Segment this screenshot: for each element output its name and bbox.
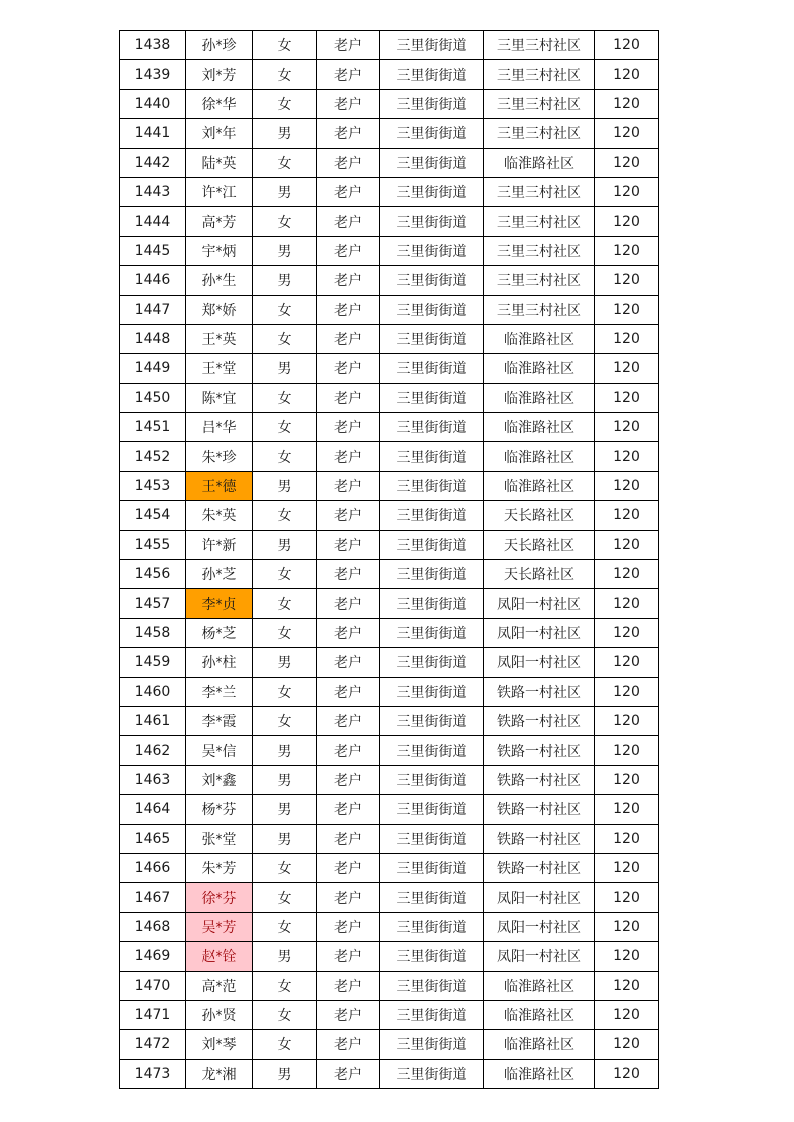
table-row	[120, 207, 659, 236]
cell-id: 1463	[120, 765, 186, 794]
cell-street: 三里街街道	[380, 31, 484, 60]
cell-gender: 女	[253, 560, 317, 589]
cell-type: 老户	[317, 295, 380, 324]
cell-id: 1453	[120, 471, 186, 500]
cell-name: 徐*华	[186, 89, 253, 118]
table-row	[120, 413, 659, 442]
cell-street: 三里街街道	[380, 971, 484, 1000]
roster-table	[119, 30, 659, 1089]
cell-type: 老户	[317, 119, 380, 148]
cell-amount: 120	[595, 236, 659, 265]
cell-street: 三里街街道	[380, 471, 484, 500]
cell-amount: 120	[595, 736, 659, 765]
cell-community: 凤阳一村社区	[484, 883, 595, 912]
table-row	[120, 383, 659, 412]
cell-gender: 男	[253, 765, 317, 794]
cell-street: 三里街街道	[380, 912, 484, 941]
cell-gender: 女	[253, 413, 317, 442]
cell-name: 李*贞	[186, 589, 253, 618]
cell-type: 老户	[317, 912, 380, 941]
cell-id: 1449	[120, 354, 186, 383]
cell-id: 1452	[120, 442, 186, 471]
cell-community: 临淮路社区	[484, 1030, 595, 1059]
cell-community: 凤阳一村社区	[484, 618, 595, 647]
cell-name: 许*江	[186, 177, 253, 206]
cell-gender: 男	[253, 266, 317, 295]
cell-amount: 120	[595, 1030, 659, 1059]
cell-community: 铁路一村社区	[484, 795, 595, 824]
cell-community: 凤阳一村社区	[484, 589, 595, 618]
cell-gender: 女	[253, 971, 317, 1000]
cell-street: 三里街街道	[380, 736, 484, 765]
cell-gender: 女	[253, 1000, 317, 1029]
cell-community: 临淮路社区	[484, 971, 595, 1000]
cell-name: 朱*英	[186, 501, 253, 530]
cell-amount: 120	[595, 89, 659, 118]
cell-name: 孙*珍	[186, 31, 253, 60]
cell-name: 陆*英	[186, 148, 253, 177]
cell-community: 铁路一村社区	[484, 706, 595, 735]
cell-id: 1459	[120, 648, 186, 677]
cell-gender: 男	[253, 236, 317, 265]
cell-amount: 120	[595, 824, 659, 853]
cell-gender: 男	[253, 354, 317, 383]
cell-community: 天长路社区	[484, 560, 595, 589]
cell-amount: 120	[595, 618, 659, 647]
cell-street: 三里街街道	[380, 119, 484, 148]
cell-street: 三里街街道	[380, 266, 484, 295]
cell-name: 高*芳	[186, 207, 253, 236]
cell-street: 三里街街道	[380, 765, 484, 794]
cell-id: 1464	[120, 795, 186, 824]
cell-street: 三里街街道	[380, 354, 484, 383]
table-row	[120, 677, 659, 706]
cell-street: 三里街街道	[380, 530, 484, 559]
cell-id: 1447	[120, 295, 186, 324]
cell-street: 三里街街道	[380, 442, 484, 471]
cell-amount: 120	[595, 324, 659, 353]
cell-name: 李*兰	[186, 677, 253, 706]
cell-community: 三里三村社区	[484, 207, 595, 236]
cell-amount: 120	[595, 648, 659, 677]
cell-amount: 120	[595, 471, 659, 500]
cell-street: 三里街街道	[380, 795, 484, 824]
cell-id: 1457	[120, 589, 186, 618]
cell-community: 临淮路社区	[484, 148, 595, 177]
cell-amount: 120	[595, 530, 659, 559]
cell-id: 1445	[120, 236, 186, 265]
cell-street: 三里街街道	[380, 413, 484, 442]
table-row	[120, 119, 659, 148]
cell-street: 三里街街道	[380, 824, 484, 853]
cell-community: 铁路一村社区	[484, 824, 595, 853]
cell-name: 孙*柱	[186, 648, 253, 677]
cell-gender: 女	[253, 618, 317, 647]
cell-id: 1460	[120, 677, 186, 706]
cell-id: 1471	[120, 1000, 186, 1029]
cell-amount: 120	[595, 912, 659, 941]
cell-street: 三里街街道	[380, 706, 484, 735]
cell-community: 临淮路社区	[484, 471, 595, 500]
cell-gender: 男	[253, 119, 317, 148]
table-row	[120, 795, 659, 824]
cell-community: 三里三村社区	[484, 31, 595, 60]
cell-amount: 120	[595, 677, 659, 706]
cell-id: 1454	[120, 501, 186, 530]
table-row	[120, 912, 659, 941]
table-row	[120, 471, 659, 500]
cell-amount: 120	[595, 942, 659, 971]
cell-type: 老户	[317, 354, 380, 383]
cell-gender: 女	[253, 31, 317, 60]
cell-name: 王*德	[186, 471, 253, 500]
cell-gender: 女	[253, 706, 317, 735]
table-row	[120, 295, 659, 324]
cell-gender: 女	[253, 883, 317, 912]
cell-type: 老户	[317, 60, 380, 89]
cell-street: 三里街街道	[380, 942, 484, 971]
cell-id: 1462	[120, 736, 186, 765]
cell-type: 老户	[317, 883, 380, 912]
cell-street: 三里街街道	[380, 89, 484, 118]
cell-id: 1448	[120, 324, 186, 353]
cell-community: 临淮路社区	[484, 324, 595, 353]
cell-street: 三里街街道	[380, 618, 484, 647]
cell-name: 张*堂	[186, 824, 253, 853]
cell-type: 老户	[317, 383, 380, 412]
cell-gender: 女	[253, 324, 317, 353]
cell-name: 吕*华	[186, 413, 253, 442]
cell-amount: 120	[595, 589, 659, 618]
cell-gender: 女	[253, 1030, 317, 1059]
cell-amount: 120	[595, 560, 659, 589]
cell-id: 1458	[120, 618, 186, 647]
cell-name: 许*新	[186, 530, 253, 559]
cell-street: 三里街街道	[380, 148, 484, 177]
cell-amount: 120	[595, 853, 659, 882]
table-row	[120, 89, 659, 118]
cell-name: 陈*宜	[186, 383, 253, 412]
cell-street: 三里街街道	[380, 560, 484, 589]
cell-name: 孙*生	[186, 266, 253, 295]
cell-gender: 女	[253, 207, 317, 236]
cell-id: 1451	[120, 413, 186, 442]
cell-type: 老户	[317, 648, 380, 677]
cell-gender: 男	[253, 1059, 317, 1088]
cell-type: 老户	[317, 530, 380, 559]
cell-name: 龙*湘	[186, 1059, 253, 1088]
table-row	[120, 60, 659, 89]
table-row	[120, 1059, 659, 1088]
cell-amount: 120	[595, 765, 659, 794]
cell-type: 老户	[317, 853, 380, 882]
cell-id: 1438	[120, 31, 186, 60]
cell-gender: 男	[253, 942, 317, 971]
cell-street: 三里街街道	[380, 648, 484, 677]
cell-amount: 120	[595, 706, 659, 735]
cell-type: 老户	[317, 1000, 380, 1029]
cell-id: 1444	[120, 207, 186, 236]
cell-community: 天长路社区	[484, 501, 595, 530]
table-row	[120, 706, 659, 735]
cell-type: 老户	[317, 177, 380, 206]
cell-name: 朱*芳	[186, 853, 253, 882]
cell-gender: 女	[253, 148, 317, 177]
cell-type: 老户	[317, 442, 380, 471]
cell-id: 1473	[120, 1059, 186, 1088]
cell-street: 三里街街道	[380, 236, 484, 265]
cell-street: 三里街街道	[380, 1030, 484, 1059]
table-row	[120, 560, 659, 589]
table-row	[120, 589, 659, 618]
cell-gender: 女	[253, 442, 317, 471]
cell-name: 孙*贤	[186, 1000, 253, 1029]
cell-gender: 男	[253, 471, 317, 500]
cell-gender: 女	[253, 589, 317, 618]
cell-id: 1455	[120, 530, 186, 559]
roster-body	[120, 31, 659, 1089]
cell-type: 老户	[317, 148, 380, 177]
cell-name: 刘*芳	[186, 60, 253, 89]
cell-id: 1440	[120, 89, 186, 118]
cell-gender: 女	[253, 60, 317, 89]
cell-type: 老户	[317, 207, 380, 236]
cell-name: 徐*芬	[186, 883, 253, 912]
cell-community: 三里三村社区	[484, 119, 595, 148]
cell-gender: 女	[253, 677, 317, 706]
cell-gender: 女	[253, 501, 317, 530]
cell-id: 1469	[120, 942, 186, 971]
cell-type: 老户	[317, 589, 380, 618]
cell-name: 郑*娇	[186, 295, 253, 324]
cell-type: 老户	[317, 560, 380, 589]
cell-name: 孙*芝	[186, 560, 253, 589]
cell-name: 吴*信	[186, 736, 253, 765]
cell-amount: 120	[595, 413, 659, 442]
cell-gender: 女	[253, 89, 317, 118]
cell-id: 1441	[120, 119, 186, 148]
cell-id: 1468	[120, 912, 186, 941]
table-row	[120, 177, 659, 206]
cell-amount: 120	[595, 295, 659, 324]
cell-name: 杨*芬	[186, 795, 253, 824]
table-row	[120, 883, 659, 912]
cell-amount: 120	[595, 207, 659, 236]
cell-name: 宇*炳	[186, 236, 253, 265]
cell-name: 刘*琴	[186, 1030, 253, 1059]
cell-street: 三里街街道	[380, 324, 484, 353]
cell-community: 铁路一村社区	[484, 853, 595, 882]
cell-name: 杨*芝	[186, 618, 253, 647]
cell-type: 老户	[317, 324, 380, 353]
cell-gender: 男	[253, 795, 317, 824]
cell-street: 三里街街道	[380, 1059, 484, 1088]
cell-street: 三里街街道	[380, 589, 484, 618]
cell-name: 王*英	[186, 324, 253, 353]
cell-amount: 120	[595, 148, 659, 177]
cell-community: 凤阳一村社区	[484, 942, 595, 971]
cell-community: 临淮路社区	[484, 413, 595, 442]
cell-id: 1446	[120, 266, 186, 295]
cell-name: 朱*珍	[186, 442, 253, 471]
cell-gender: 男	[253, 736, 317, 765]
cell-type: 老户	[317, 706, 380, 735]
cell-community: 三里三村社区	[484, 295, 595, 324]
cell-community: 三里三村社区	[484, 177, 595, 206]
cell-street: 三里街街道	[380, 177, 484, 206]
cell-community: 天长路社区	[484, 530, 595, 559]
cell-gender: 女	[253, 912, 317, 941]
cell-street: 三里街街道	[380, 853, 484, 882]
cell-community: 铁路一村社区	[484, 677, 595, 706]
cell-name: 赵*铨	[186, 942, 253, 971]
table-row	[120, 236, 659, 265]
table-row	[120, 971, 659, 1000]
cell-gender: 女	[253, 383, 317, 412]
cell-id: 1450	[120, 383, 186, 412]
cell-id: 1466	[120, 853, 186, 882]
cell-name: 吴*芳	[186, 912, 253, 941]
cell-community: 凤阳一村社区	[484, 648, 595, 677]
cell-type: 老户	[317, 31, 380, 60]
cell-amount: 120	[595, 442, 659, 471]
table-row	[120, 765, 659, 794]
cell-name: 刘*鑫	[186, 765, 253, 794]
cell-type: 老户	[317, 942, 380, 971]
cell-street: 三里街街道	[380, 883, 484, 912]
cell-name: 高*范	[186, 971, 253, 1000]
cell-type: 老户	[317, 677, 380, 706]
cell-amount: 120	[595, 971, 659, 1000]
cell-id: 1439	[120, 60, 186, 89]
table-row	[120, 354, 659, 383]
cell-type: 老户	[317, 795, 380, 824]
cell-amount: 120	[595, 501, 659, 530]
cell-gender: 女	[253, 853, 317, 882]
cell-amount: 120	[595, 1000, 659, 1029]
cell-community: 临淮路社区	[484, 354, 595, 383]
cell-community: 临淮路社区	[484, 442, 595, 471]
cell-id: 1465	[120, 824, 186, 853]
table-row	[120, 853, 659, 882]
table-row	[120, 442, 659, 471]
cell-street: 三里街街道	[380, 383, 484, 412]
table-row	[120, 324, 659, 353]
cell-community: 三里三村社区	[484, 89, 595, 118]
cell-type: 老户	[317, 736, 380, 765]
cell-community: 铁路一村社区	[484, 736, 595, 765]
cell-community: 临淮路社区	[484, 383, 595, 412]
cell-type: 老户	[317, 413, 380, 442]
cell-type: 老户	[317, 618, 380, 647]
cell-street: 三里街街道	[380, 1000, 484, 1029]
cell-name: 王*堂	[186, 354, 253, 383]
table-row	[120, 148, 659, 177]
cell-type: 老户	[317, 1030, 380, 1059]
cell-amount: 120	[595, 119, 659, 148]
cell-street: 三里街街道	[380, 60, 484, 89]
cell-amount: 120	[595, 60, 659, 89]
cell-type: 老户	[317, 824, 380, 853]
cell-name: 刘*年	[186, 119, 253, 148]
table-row	[120, 31, 659, 60]
cell-gender: 男	[253, 824, 317, 853]
cell-street: 三里街街道	[380, 207, 484, 236]
cell-street: 三里街街道	[380, 295, 484, 324]
cell-type: 老户	[317, 971, 380, 1000]
table-row	[120, 618, 659, 647]
cell-type: 老户	[317, 236, 380, 265]
cell-amount: 120	[595, 795, 659, 824]
cell-id: 1456	[120, 560, 186, 589]
cell-type: 老户	[317, 266, 380, 295]
cell-amount: 120	[595, 883, 659, 912]
cell-type: 老户	[317, 471, 380, 500]
table-row	[120, 1000, 659, 1029]
cell-street: 三里街街道	[380, 501, 484, 530]
table-row	[120, 736, 659, 765]
cell-id: 1472	[120, 1030, 186, 1059]
cell-name: 李*霞	[186, 706, 253, 735]
cell-community: 临淮路社区	[484, 1000, 595, 1029]
cell-amount: 120	[595, 177, 659, 206]
cell-id: 1461	[120, 706, 186, 735]
cell-type: 老户	[317, 501, 380, 530]
cell-id: 1470	[120, 971, 186, 1000]
table-row	[120, 648, 659, 677]
cell-type: 老户	[317, 89, 380, 118]
cell-gender: 男	[253, 530, 317, 559]
table-row	[120, 266, 659, 295]
table-row	[120, 530, 659, 559]
cell-community: 三里三村社区	[484, 60, 595, 89]
cell-type: 老户	[317, 1059, 380, 1088]
cell-community: 凤阳一村社区	[484, 912, 595, 941]
table-row	[120, 501, 659, 530]
cell-id: 1442	[120, 148, 186, 177]
cell-street: 三里街街道	[380, 677, 484, 706]
cell-amount: 120	[595, 354, 659, 383]
cell-type: 老户	[317, 765, 380, 794]
cell-gender: 男	[253, 648, 317, 677]
cell-id: 1467	[120, 883, 186, 912]
cell-community: 铁路一村社区	[484, 765, 595, 794]
cell-community: 三里三村社区	[484, 266, 595, 295]
cell-id: 1443	[120, 177, 186, 206]
cell-amount: 120	[595, 31, 659, 60]
table-row	[120, 942, 659, 971]
cell-community: 临淮路社区	[484, 1059, 595, 1088]
cell-amount: 120	[595, 1059, 659, 1088]
cell-gender: 男	[253, 177, 317, 206]
table-row	[120, 1030, 659, 1059]
cell-gender: 女	[253, 295, 317, 324]
cell-amount: 120	[595, 266, 659, 295]
cell-amount: 120	[595, 383, 659, 412]
table-row	[120, 824, 659, 853]
cell-community: 三里三村社区	[484, 236, 595, 265]
